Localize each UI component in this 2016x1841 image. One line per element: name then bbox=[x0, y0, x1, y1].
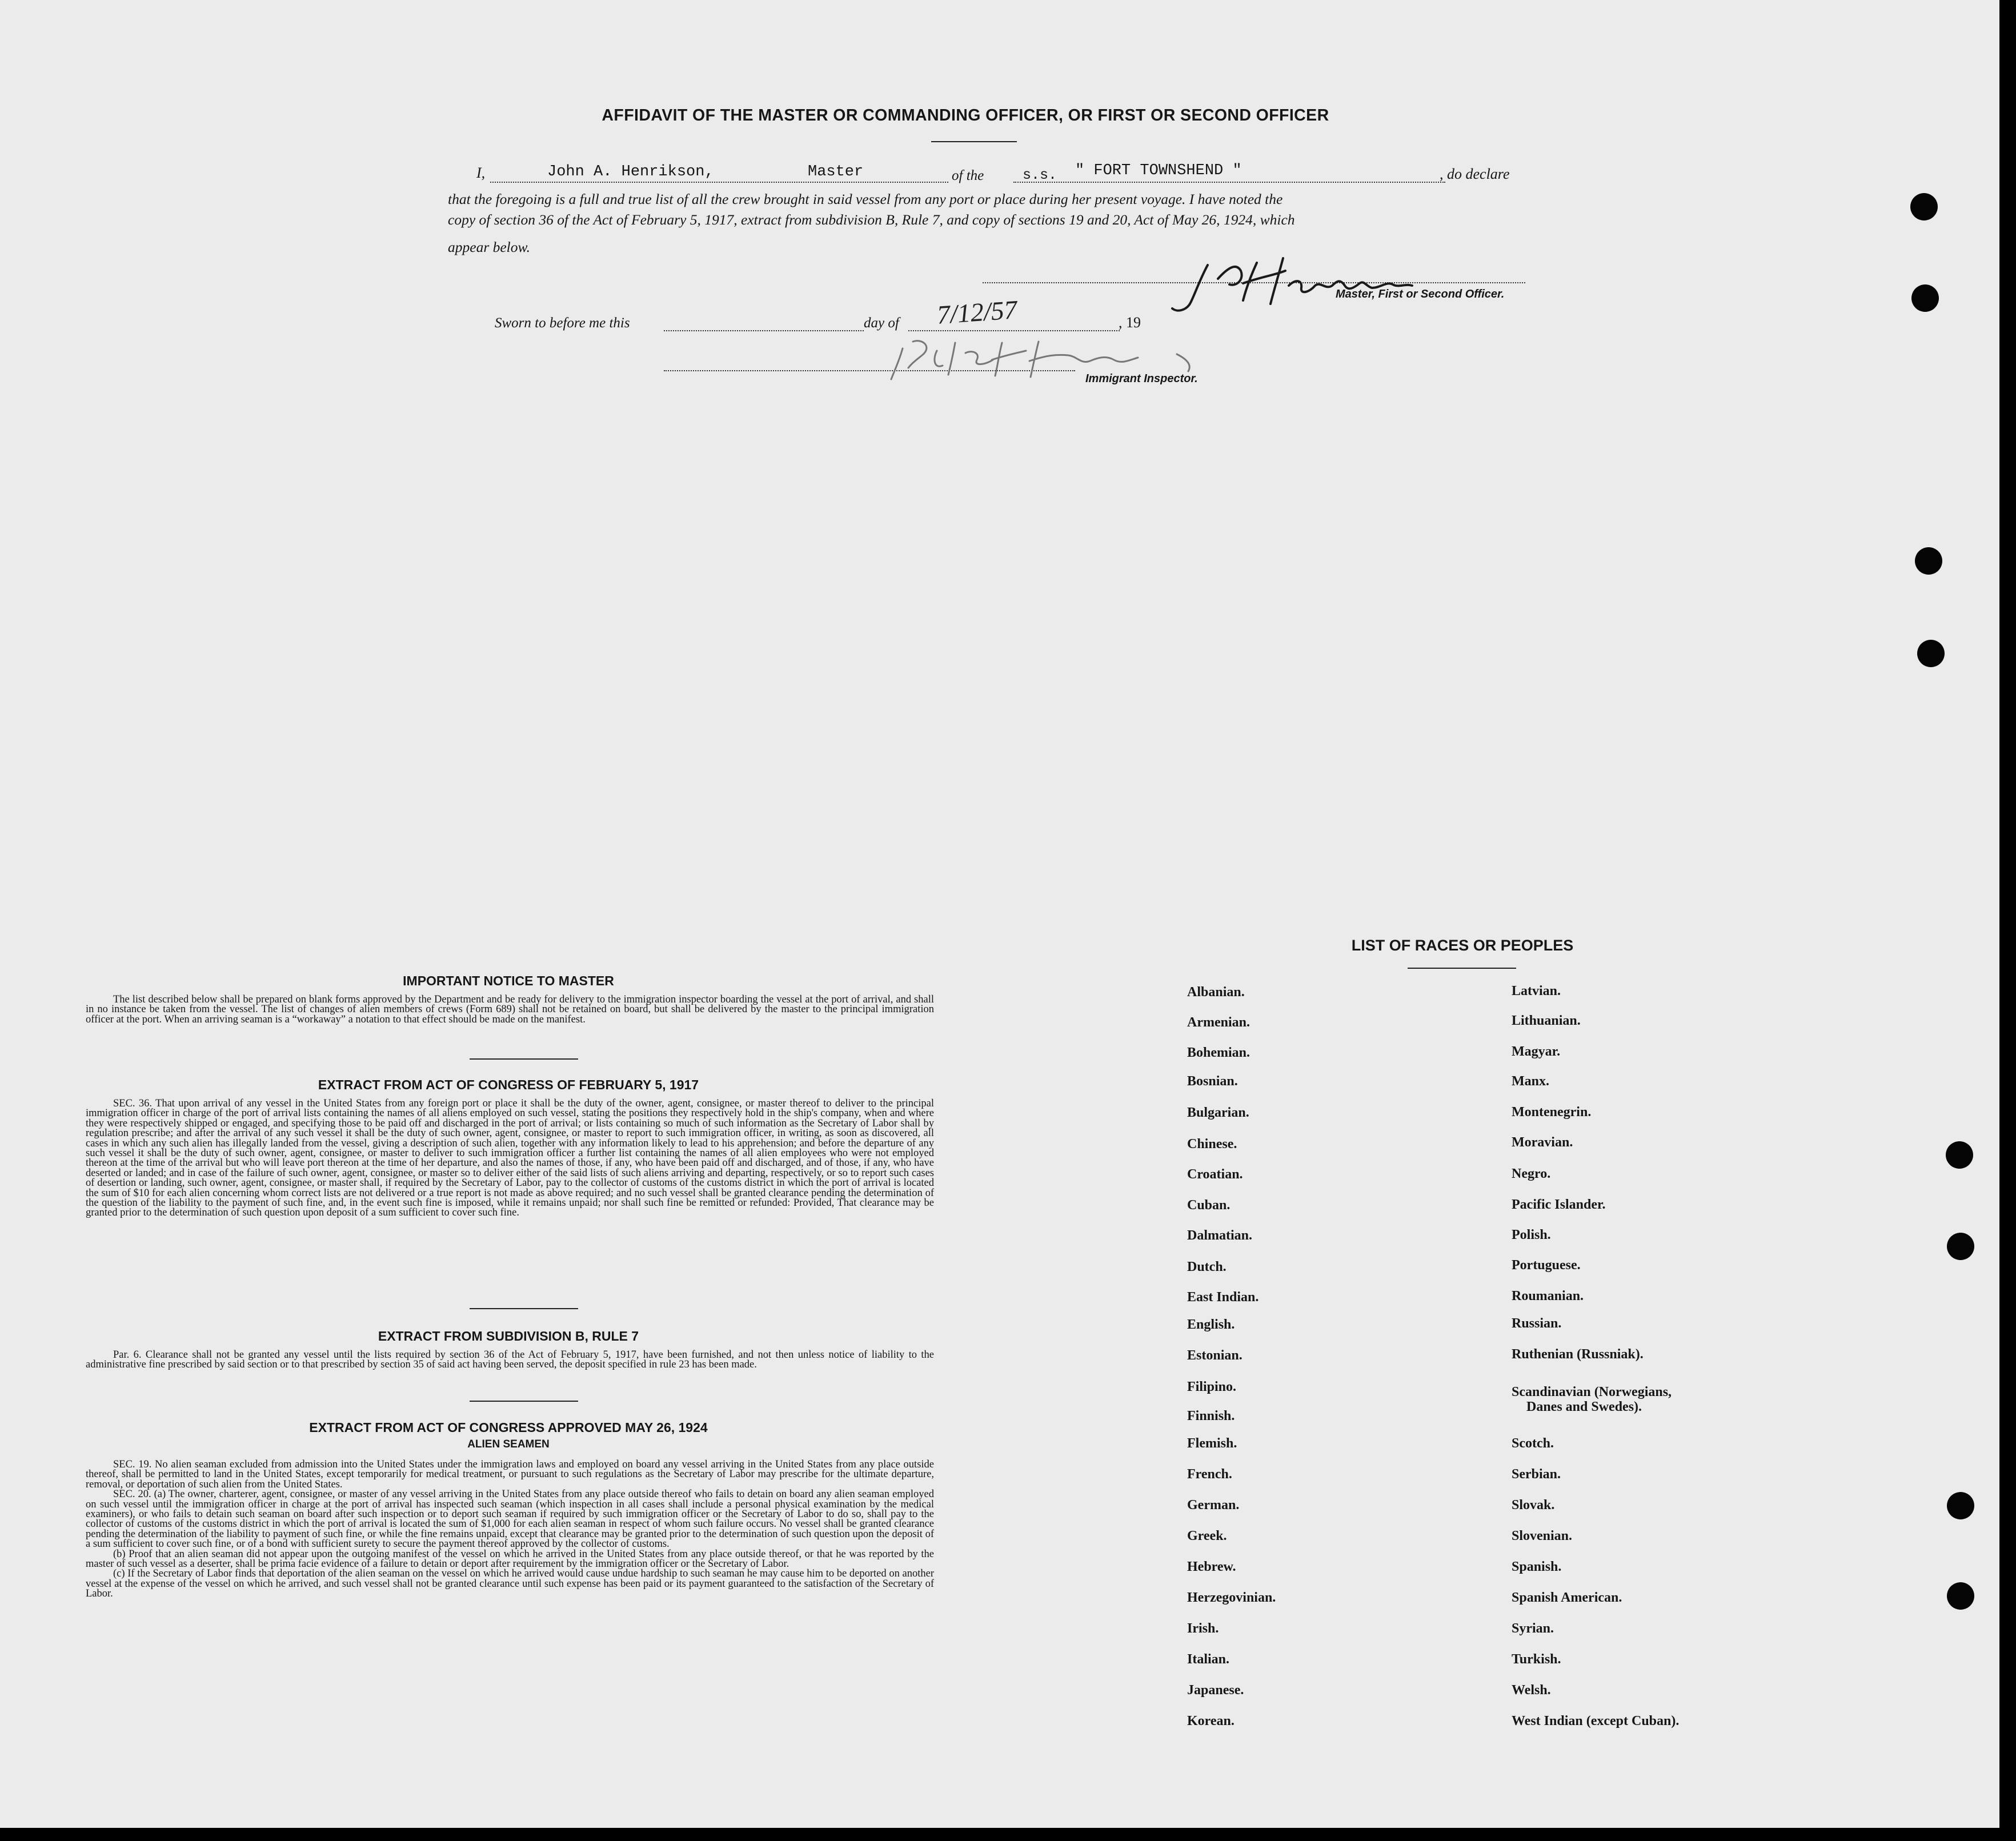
punch-hole bbox=[1911, 284, 1939, 312]
race-item: Moravian. bbox=[1512, 1135, 1573, 1150]
race-item: Slovenian. bbox=[1512, 1529, 1573, 1543]
extract-1924-body bbox=[86, 1460, 934, 1599]
sworn-day-line bbox=[664, 330, 864, 331]
race-item: Chinese. bbox=[1187, 1137, 1237, 1152]
race-item: Latvian. bbox=[1512, 984, 1561, 998]
affidavit-line-3: copy of section 36 of the Act of February 5, 1917, extract from subdivision B, Rule 7, and copy of sections 19 and 20, Act of May 26, 1924, which bbox=[448, 211, 1295, 228]
race-item: Cuban. bbox=[1187, 1198, 1231, 1213]
race-item: Bulgarian. bbox=[1187, 1105, 1249, 1120]
race-item: Filipino. bbox=[1187, 1379, 1237, 1394]
sec-20c: (c) If the Secretary of Labor finds that deportation of the alien seaman on the vessel on which he arrived would cause undue hardship to such seaman he may cause him to be deported on another vessel at the expense of the vessel on which he arrived, and such vessel shall not be granted clearance until such expense has been paid or its payment guaranteed to the satisfaction of the Secretary of Labor. bbox=[86, 1568, 934, 1600]
punch-hole bbox=[1917, 640, 1945, 667]
race-item: Albanian. bbox=[1187, 985, 1245, 1000]
race-item: Hebrew. bbox=[1187, 1559, 1236, 1574]
race-item: Serbian. bbox=[1512, 1467, 1561, 1482]
notice-body bbox=[86, 995, 934, 1025]
sworn-label: Sworn to before me this bbox=[495, 315, 630, 331]
race-item: Pacific Islander. bbox=[1512, 1197, 1606, 1212]
notice-text: The list described below shall be prepared on blank forms approved by the Department and be ready for delivery to the immigration inspector boarding the vessel at the port of arrival, and shall in no instance be taken from the vessel. The list of changes of alien members of crews (Form 689) shall not be retained on board, but shall be delivered by the master to the principal immigration officer at the port. When an arriving seaman is a “workaway” a notation to that effect should be made on the manifest. bbox=[86, 994, 934, 1025]
race-item: Armenian. bbox=[1187, 1015, 1250, 1030]
sec-20a: SEC. 20. (a) The owner, charterer, agent, consignee, or master of any vessel arriving in the United States from any place outside thereof who fails to detain on board any alien seaman employed on such vessel until the immigration officer in charge at the port of arrival has inspected such seaman (which inspection in all cases shall include a personal physical examination by the medical examiners), or who fails to detain such seaman on board after such inspection or to deport such seaman if required by such immigration officer or the Secretary of Labor to do so, shall pay to the collector of customs of the customs district in which the port of arrival is located the sum of $1,000 for each alien seaman in respect of whom such failure occurs. No vessel shall be granted clearance pending the determination of the liability to payment of such fine, or while the fine remains unpaid, except that clearance may be granted prior to the determination of such question upon the deposit of a sum sufficient to cover such fine, or of a bond with sufficient surety to secure the payment thereof approved by the collector of customs. bbox=[86, 1489, 934, 1550]
race-item: Magyar. bbox=[1512, 1044, 1561, 1059]
race-item: Dutch. bbox=[1187, 1260, 1227, 1274]
punch-hole bbox=[1947, 1233, 1974, 1260]
inspector-caption: Immigrant Inspector. bbox=[1085, 372, 1198, 385]
punch-hole bbox=[1910, 193, 1938, 220]
race-item: Dalmatian. bbox=[1187, 1228, 1252, 1243]
race-item: Herzegovinian. bbox=[1187, 1590, 1276, 1605]
race-item: Bosnian. bbox=[1187, 1074, 1238, 1089]
sec-20b: (b) Proof that an alien seaman did not appear upon the outgoing manifest of the vessel on which he arrived in the United States from any place outside thereof, or that he was reported by the master of such vessel as a deserter, shall be prima facie evidence of a failure to detain or deport after requirement by the immigration officer or the Secretary of Labor. bbox=[86, 1548, 934, 1570]
year-label: , 19 bbox=[1119, 314, 1141, 331]
vessel-field-line bbox=[1013, 182, 1445, 183]
sec-36-text: SEC. 36. That upon arrival of any vessel in the United States from any foreign port or place it shall be the duty of the owner, agent, consignee, or master thereof to deliver to the principal immigration officer in charge of the port of arrival lists containing the names of all aliens employed on such vessel, stating the positions they respectively hold in the ship's company, when and where they were respectively shipped or engaged, and specifying those to be paid off and discharged in the port of arrival; or lists containing so much of such information as the Secretary of Labor shall by regulation prescribe; and after the arrival of any such vessel it shall be the duty of such owner, agent, consignee, or master to report to such immigration officer, in writing, as soon as discovered, all cases in which any such alien has illegally landed from the vessel, giving a description of such alien, together with any information likely to lead to his apprehension; and before the departure of any such vessel it shall be the duty of such owner, agent, consignee, or master to deliver to such immigration officer a further list containing the names of all alien employees who were not employed thereon at the time of the arrival but who will leave port thereon at the time of her departure, and also the names of those, if any, who have been paid off and discharged, and of those, if any, who have deserted or landed; and in case of the failure of such owner, agent, consignee, or master so to deliver either of the said lists of such aliens arriving and departing, respectively, or so to report such cases of desertion or landing, such owner, agent, consignee, or master shall, if required by the Secretary of Labor, pay to the collector of customs of the customs district in which the port of arrival is located the sum of $10 for each alien concerning whom correct lists are not delivered or a true report is not made as above required; and no such vessel shall be granted clearance pending the determination of the question of the liability to the payment of such fine, and, in the event such fine is imposed, while it remains unpaid; nor shall such fine be remitted or refunded: Provided, That clearance may be granted prior to the determination of such question upon deposit of a sum sufficient to cover such fine. bbox=[86, 1098, 934, 1219]
races-title: LIST OF RACES OR PEOPLES bbox=[1351, 937, 1574, 954]
par-6-text: Par. 6. Clearance shall not be granted any vessel until the lists required by section 36 of the Act of February 5, 1917, have been furnished, and not then unless notice of liability to the administrative fine prescribed by said section or to that prescribed by section 35 of said act having been served, the deposit specified in rule 23 has been made. bbox=[86, 1349, 934, 1371]
affidavit-line-4: appear below. bbox=[448, 239, 531, 255]
race-item: English. bbox=[1187, 1317, 1235, 1332]
race-item: Montenegrin. bbox=[1512, 1105, 1592, 1120]
race-item: French. bbox=[1187, 1467, 1232, 1482]
title-divider bbox=[931, 141, 1017, 142]
race-item: Slovak. bbox=[1512, 1498, 1555, 1513]
races-divider bbox=[1408, 968, 1516, 969]
race-item: Estonian. bbox=[1187, 1348, 1243, 1363]
name-field-line bbox=[490, 182, 960, 183]
race-item: Manx. bbox=[1512, 1074, 1549, 1089]
punch-hole bbox=[1946, 1141, 1973, 1169]
race-item: Flemish. bbox=[1187, 1436, 1237, 1451]
vessel-name-field[interactable]: " FORT TOWNSHEND " bbox=[1075, 162, 1242, 179]
race-item: Finnish. bbox=[1187, 1409, 1235, 1423]
of-the-label: of the bbox=[948, 168, 987, 184]
race-item: Croatian. bbox=[1187, 1167, 1243, 1182]
race-item: Roumanian. bbox=[1512, 1289, 1584, 1303]
section-divider bbox=[470, 1308, 578, 1309]
race-item: Irish. bbox=[1187, 1621, 1219, 1636]
race-item: Danes and Swedes). bbox=[1526, 1399, 1642, 1414]
affidavit-line-2: that the foregoing is a full and true list of all the crew brought in said vessel from any port or place during her present voyage. I have noted the bbox=[448, 191, 1283, 207]
extract-1917-body bbox=[86, 1099, 934, 1218]
punch-hole bbox=[1915, 547, 1942, 575]
i-label: I, bbox=[476, 165, 486, 181]
alien-seamen-subtitle: ALIEN SEAMEN bbox=[467, 1438, 550, 1450]
race-item: German. bbox=[1187, 1498, 1240, 1513]
master-signature bbox=[1165, 246, 1428, 314]
do-declare-label: , do declare bbox=[1440, 166, 1510, 182]
section-divider bbox=[470, 1401, 578, 1402]
punch-hole bbox=[1947, 1492, 1974, 1519]
race-item: Bohemian. bbox=[1187, 1045, 1251, 1060]
race-item: Portuguese. bbox=[1512, 1258, 1581, 1273]
race-item: Scandinavian (Norwegians, bbox=[1512, 1385, 1672, 1399]
section-divider bbox=[470, 1058, 578, 1060]
extract-rule7-body bbox=[86, 1350, 934, 1370]
race-item: East Indian. bbox=[1187, 1290, 1259, 1305]
race-item: Spanish. bbox=[1512, 1559, 1562, 1574]
race-item: Welsh. bbox=[1512, 1683, 1551, 1698]
race-item: Ruthenian (Russniak). bbox=[1512, 1347, 1644, 1362]
race-item: West Indian (except Cuban). bbox=[1512, 1714, 1680, 1728]
race-item: Russian. bbox=[1512, 1316, 1562, 1331]
race-item: Japanese. bbox=[1187, 1683, 1244, 1698]
race-item: Korean. bbox=[1187, 1714, 1235, 1728]
race-item: Lithuanian. bbox=[1512, 1013, 1581, 1028]
race-item: Greek. bbox=[1187, 1529, 1227, 1543]
rank-field[interactable]: Master bbox=[808, 163, 864, 181]
vessel-type-field[interactable]: s.s. bbox=[1023, 167, 1057, 183]
affidavit-title: AFFIDAVIT OF THE MASTER OR COMMANDING OFFICER, OR FIRST OR SECOND OFFICER bbox=[602, 106, 1329, 125]
extract-1924-title: EXTRACT FROM ACT OF CONGRESS APPROVED MAY 26, 1924 bbox=[309, 1420, 708, 1435]
sec-19: SEC. 19. No alien seaman excluded from admission into the United States under the immigration laws and employed on board any vessel arriving in the United States from any place outside thereof, shall be permitted to land in the United States, except temporarily for medical treatment, or pursuant to such regulations as the Secretary of Labor may prescribe for the ultimate departure, removal, or deportation of such alien from the United States. bbox=[86, 1459, 934, 1490]
extract-1917-title: EXTRACT FROM ACT OF CONGRESS OF FEBRUARY 5, 1917 bbox=[318, 1077, 699, 1092]
race-item: Negro. bbox=[1512, 1166, 1551, 1181]
race-item: Turkish. bbox=[1512, 1652, 1561, 1667]
notice-title: IMPORTANT NOTICE TO MASTER bbox=[403, 973, 614, 988]
race-item: Spanish American. bbox=[1512, 1590, 1622, 1605]
race-item: Italian. bbox=[1187, 1652, 1230, 1667]
race-item: Polish. bbox=[1512, 1228, 1551, 1242]
race-item: Scotch. bbox=[1512, 1436, 1554, 1451]
signature-caption: Master, First or Second Officer. bbox=[1336, 288, 1505, 300]
sworn-date[interactable]: 7/12/57 bbox=[936, 295, 1019, 330]
master-name-field[interactable]: John A. Henrikson, bbox=[547, 163, 714, 181]
race-item: Syrian. bbox=[1512, 1621, 1554, 1636]
punch-hole bbox=[1947, 1582, 1974, 1610]
day-of-label: day of bbox=[864, 315, 899, 331]
extract-rule7-title: EXTRACT FROM SUBDIVISION B, RULE 7 bbox=[378, 1329, 639, 1343]
